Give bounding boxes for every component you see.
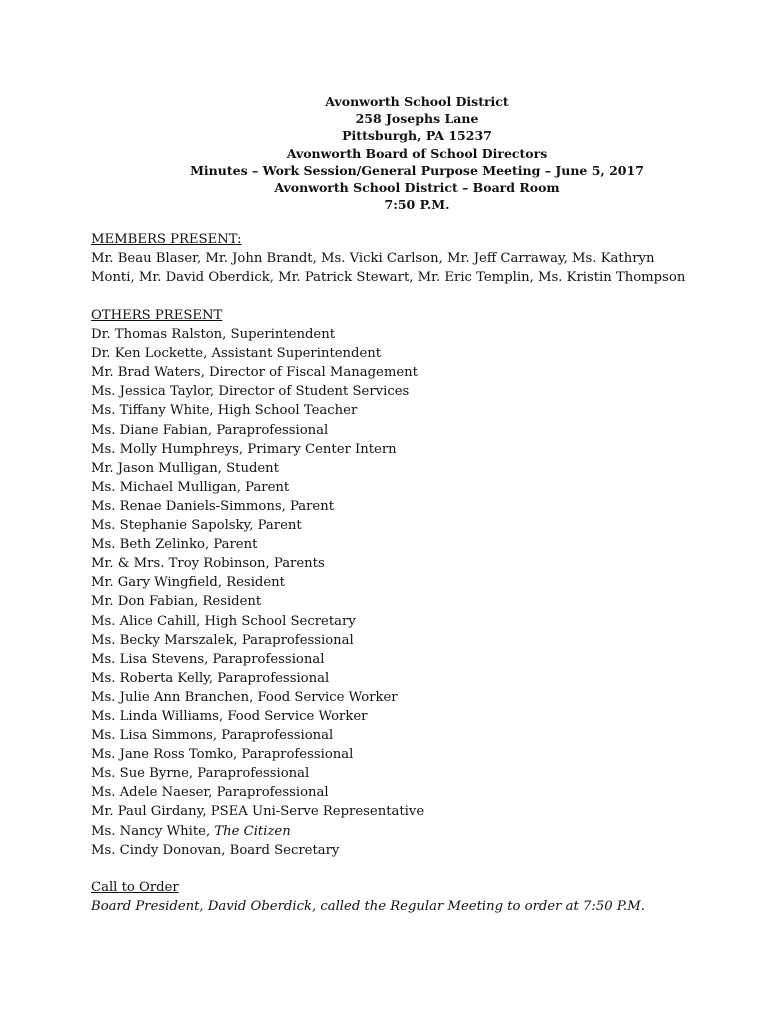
attendee-taylor: Ms. Jessica Taylor, Director of Student Services — [91, 384, 410, 400]
members-line-2: Monti, Mr. David Oberdick, Mr. Patrick Stewart, Mr. Eric Templin, Ms. Kristin Thompson — [91, 270, 686, 286]
members-present-heading: MEMBERS PRESENT: — [91, 232, 242, 247]
members-present-section — [91, 230, 731, 287]
attendee-stevens: Ms. Lisa Stevens, Paraprofessional — [91, 651, 325, 667]
attendee-lockette: Dr. Ken Lockette, Assistant Superintendent — [91, 346, 382, 362]
attendee-fabian-diane: Ms. Diane Fabian, Paraprofessional — [91, 422, 329, 438]
header-line-district: Avonworth School District — [325, 94, 509, 109]
attendee-williams: Ms. Linda Williams, Food Service Worker — [91, 708, 368, 724]
attendee-mulligan-jason: Mr. Jason Mulligan, Student — [91, 460, 279, 476]
attendee-mulligan-michael: Ms. Michael Mulligan, Parent — [91, 479, 290, 495]
attendee-white-nancy-name: Ms. Nancy White, — [91, 823, 215, 839]
call-to-order-heading: Call to Order — [91, 880, 179, 895]
attendee-ralston: Dr. Thomas Ralston, Superintendent — [91, 327, 335, 343]
call-to-order-text: Board President, David Oberdick, called the Regular Meeting to order at 7:50 P.M. — [91, 899, 645, 915]
attendee-naeser: Ms. Adele Naeser, Paraprofessional — [91, 785, 329, 801]
others-present-heading: OTHERS PRESENT — [91, 308, 223, 323]
attendee-simmons-lisa: Ms. Lisa Simmons, Paraprofessional — [91, 728, 334, 744]
header-line-city: Pittsburgh, PA 15237 — [342, 128, 492, 144]
attendee-wingfield: Mr. Gary Wingfield, Resident — [91, 575, 285, 591]
attendee-daniels-simmons: Ms. Renae Daniels-Simmons, Parent — [91, 498, 335, 514]
attendee-branchen: Ms. Julie Ann Branchen, Food Service Worker — [91, 689, 398, 705]
attendee-waters: Mr. Brad Waters, Director of Fiscal Management — [91, 365, 418, 381]
attendee-cahill: Ms. Alice Cahill, High School Secretary — [91, 613, 356, 629]
attendee-sapolsky: Ms. Stephanie Sapolsky, Parent — [91, 518, 302, 534]
header-line-time: 7:50 P.M. — [384, 197, 450, 213]
header-line-location: Avonworth School District – Board Room — [274, 180, 560, 196]
attendee-robinson: Mr. & Mrs. Troy Robinson, Parents — [91, 556, 325, 572]
header-line-board: Avonworth Board of School Directors — [286, 145, 548, 161]
attendee-white-tiffany: Ms. Tiffany White, High School Teacher — [91, 403, 358, 419]
attendee-byrne: Ms. Sue Byrne, Paraprofessional — [91, 766, 310, 782]
attendee-tomko: Ms. Jane Ross Tomko, Paraprofessional — [91, 747, 354, 763]
attendee-donovan: Ms. Cindy Donovan, Board Secretary — [91, 842, 340, 858]
members-line-1: Mr. Beau Blaser, Mr. John Brandt, Ms. Vicki Carlson, Mr. Jeff Carraway, Ms. Kathryn — [91, 251, 655, 267]
attendee-zelinko: Ms. Beth Zelinko, Parent — [91, 537, 258, 553]
attendee-white-nancy — [91, 822, 731, 841]
publication-name: The Citizen — [214, 823, 291, 839]
call-to-order-section — [91, 878, 731, 916]
attendee-marszalek: Ms. Becky Marszalek, Paraprofessional — [91, 632, 354, 648]
attendee-girdany: Mr. Paul Girdany, PSEA Uni-Serve Representative — [91, 804, 425, 820]
attendee-fabian-don: Mr. Don Fabian, Resident — [91, 594, 262, 610]
header-line-minutes: Minutes – Work Session/General Purpose Meeting – June 5, 2017 — [190, 162, 644, 178]
attendee-kelly: Ms. Roberta Kelly, Paraprofessional — [91, 670, 330, 686]
document-header — [0, 93, 770, 213]
attendee-humphreys: Ms. Molly Humphreys, Primary Center Intern — [91, 441, 397, 457]
others-present-section — [91, 306, 731, 860]
header-line-address: 258 Josephs Lane — [355, 111, 479, 127]
